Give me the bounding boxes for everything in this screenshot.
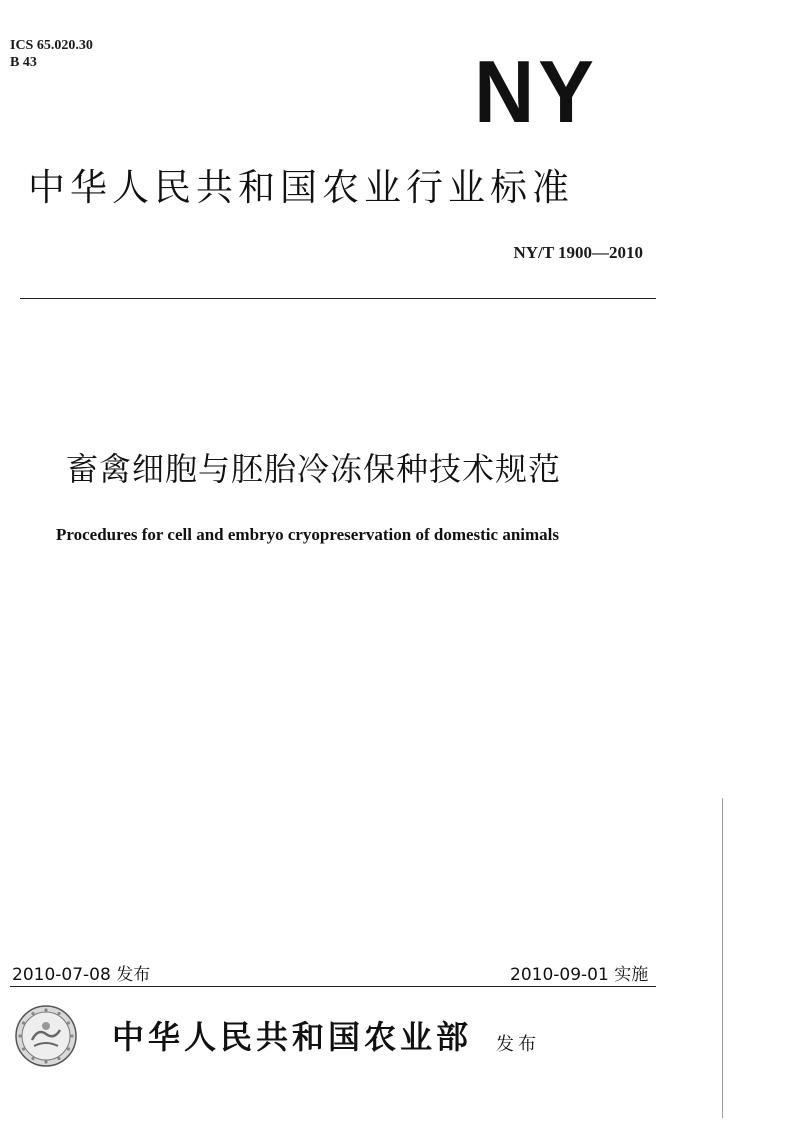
implement-date: 2010-09-01 实施 xyxy=(510,965,649,985)
scan-edge-line xyxy=(722,798,723,1118)
title-chinese: 畜禽细胞与胚胎冷冻保种技术规范 xyxy=(66,450,562,488)
ny-logo: NY xyxy=(474,42,598,141)
ministry-seal-icon xyxy=(14,1004,78,1068)
ccs-code: B 43 xyxy=(10,55,37,70)
standard-number: NY/T 1900—2010 xyxy=(513,243,643,262)
footer-divider xyxy=(10,986,656,987)
org-title: 中华人民共和国农业行业标准 xyxy=(28,166,574,209)
ics-code: ICS 65.020.30 xyxy=(10,38,93,53)
classification-codes xyxy=(10,37,93,71)
issue-date: 2010-07-08 发布 xyxy=(12,965,151,985)
header-divider xyxy=(20,298,656,299)
title-english: Procedures for cell and embryo cryopreservation of domestic animals xyxy=(56,525,559,544)
publish-label: 发布 xyxy=(496,1034,540,1055)
issuer-name: 中华人民共和国农业部 xyxy=(112,1018,473,1056)
